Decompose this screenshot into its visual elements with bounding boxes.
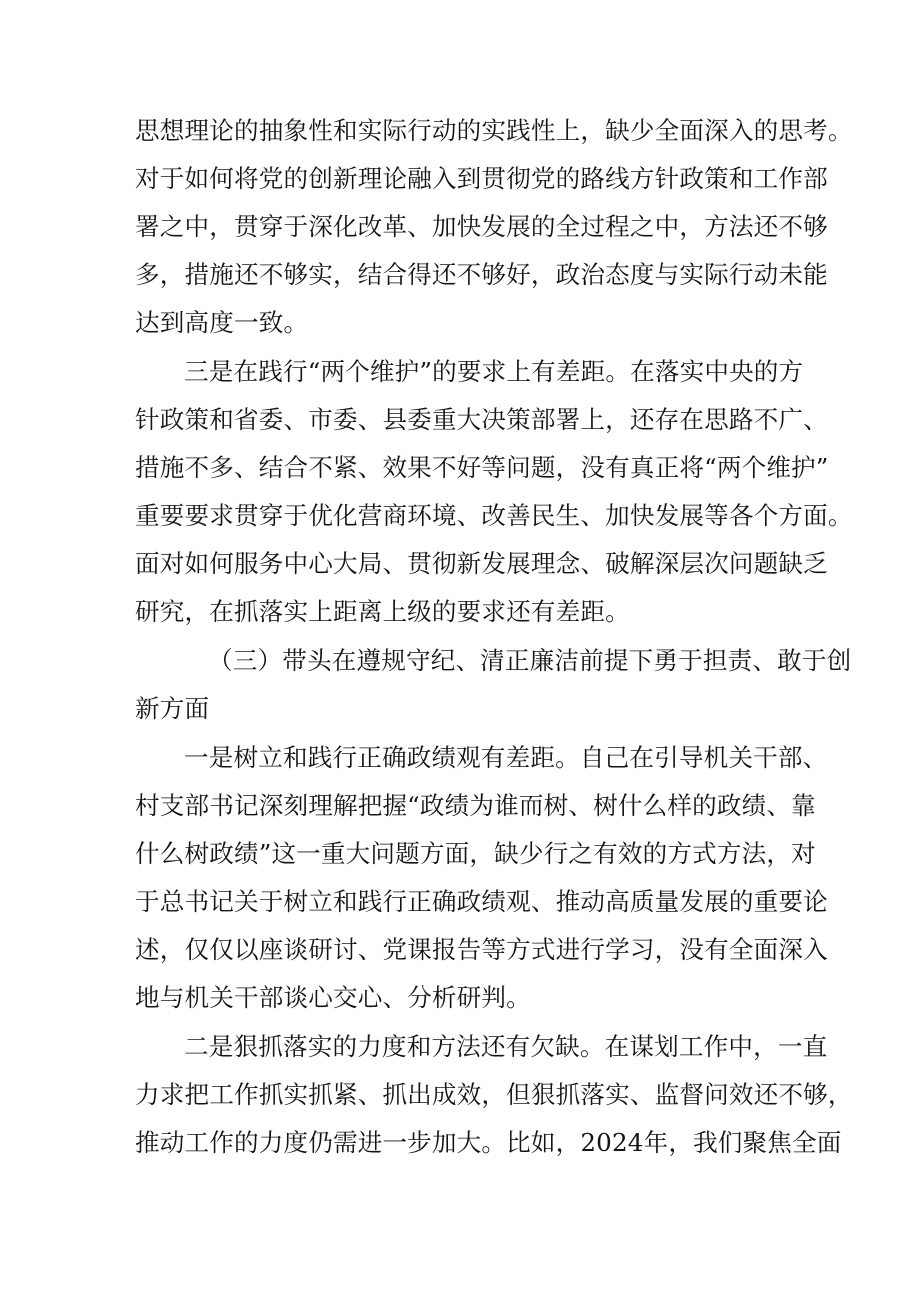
text-line: 对于如何将党的创新理论融入到贯彻党的路线方针政策和工作部 <box>135 164 828 193</box>
text-line: 地与机关干部谈心交心、分析研判。 <box>135 983 531 1012</box>
text-line: 重要要求贯穿于优化营商环境、改善民生、加快发展等各个方面。 <box>135 501 853 530</box>
text-line: 针政策和省委、市委、县委重大决策部署上，还存在思路不广、 <box>135 405 828 434</box>
section-heading-line: 新方面 <box>135 694 210 723</box>
text-line: 村支部书记深刻理解把握“政绩为谁而树、树什么样的政绩、靠 <box>135 791 816 820</box>
text-line: 署之中，贯穿于深化改革、加快发展的全过程之中，方法还不够 <box>135 212 828 241</box>
text-line: 思想理论的抽象性和实际行动的实践性上，缺少全面深入的思考。 <box>135 116 853 145</box>
text-line: 措施不多、结合不紧、效果不好等问题，没有真正将“两个维护” <box>135 453 829 482</box>
paragraph-start-line: 一是树立和践行正确政绩观有差距。自己在引导机关干部、 <box>184 743 828 772</box>
text-line: 研究，在抓落实上距离上级的要求还有差距。 <box>135 597 630 626</box>
text-line: 达到高度一致。 <box>135 308 309 337</box>
text-line: 推动工作的力度仍需进一步加大。比如，2024年，我们聚焦全面 <box>135 1128 842 1157</box>
text-line: 力求把工作抓实抓紧、抓出成效，但狠抓落实、监督问效还不够， <box>135 1080 853 1109</box>
text-line: 面对如何服务中心大局、贯彻新发展理念、破解深层次问题缺乏 <box>135 549 828 578</box>
text-line: 多，措施还不够实，结合得还不够好，政治态度与实际行动未能 <box>135 260 828 289</box>
paragraph-start-line: 二是狠抓落实的力度和方法还有欠缺。在谋划工作中，一直 <box>184 1032 828 1061</box>
text-line: 什么树政绩”这一重大问题方面，缺少行之有效的方式方法，对 <box>135 839 816 868</box>
text-line: 述，仅仅以座谈研讨、党课报告等方式进行学习，没有全面深入 <box>135 935 828 964</box>
text-line: 于总书记关于树立和践行正确政绩观、推动高质量发展的重要论 <box>135 887 828 916</box>
section-heading-line: （三）带头在遵规守纪、清正廉洁前提下勇于担责、敢于创 <box>208 646 852 675</box>
paragraph-start-line: 三是在践行“两个维护”的要求上有差距。在落实中央的方 <box>184 357 804 386</box>
